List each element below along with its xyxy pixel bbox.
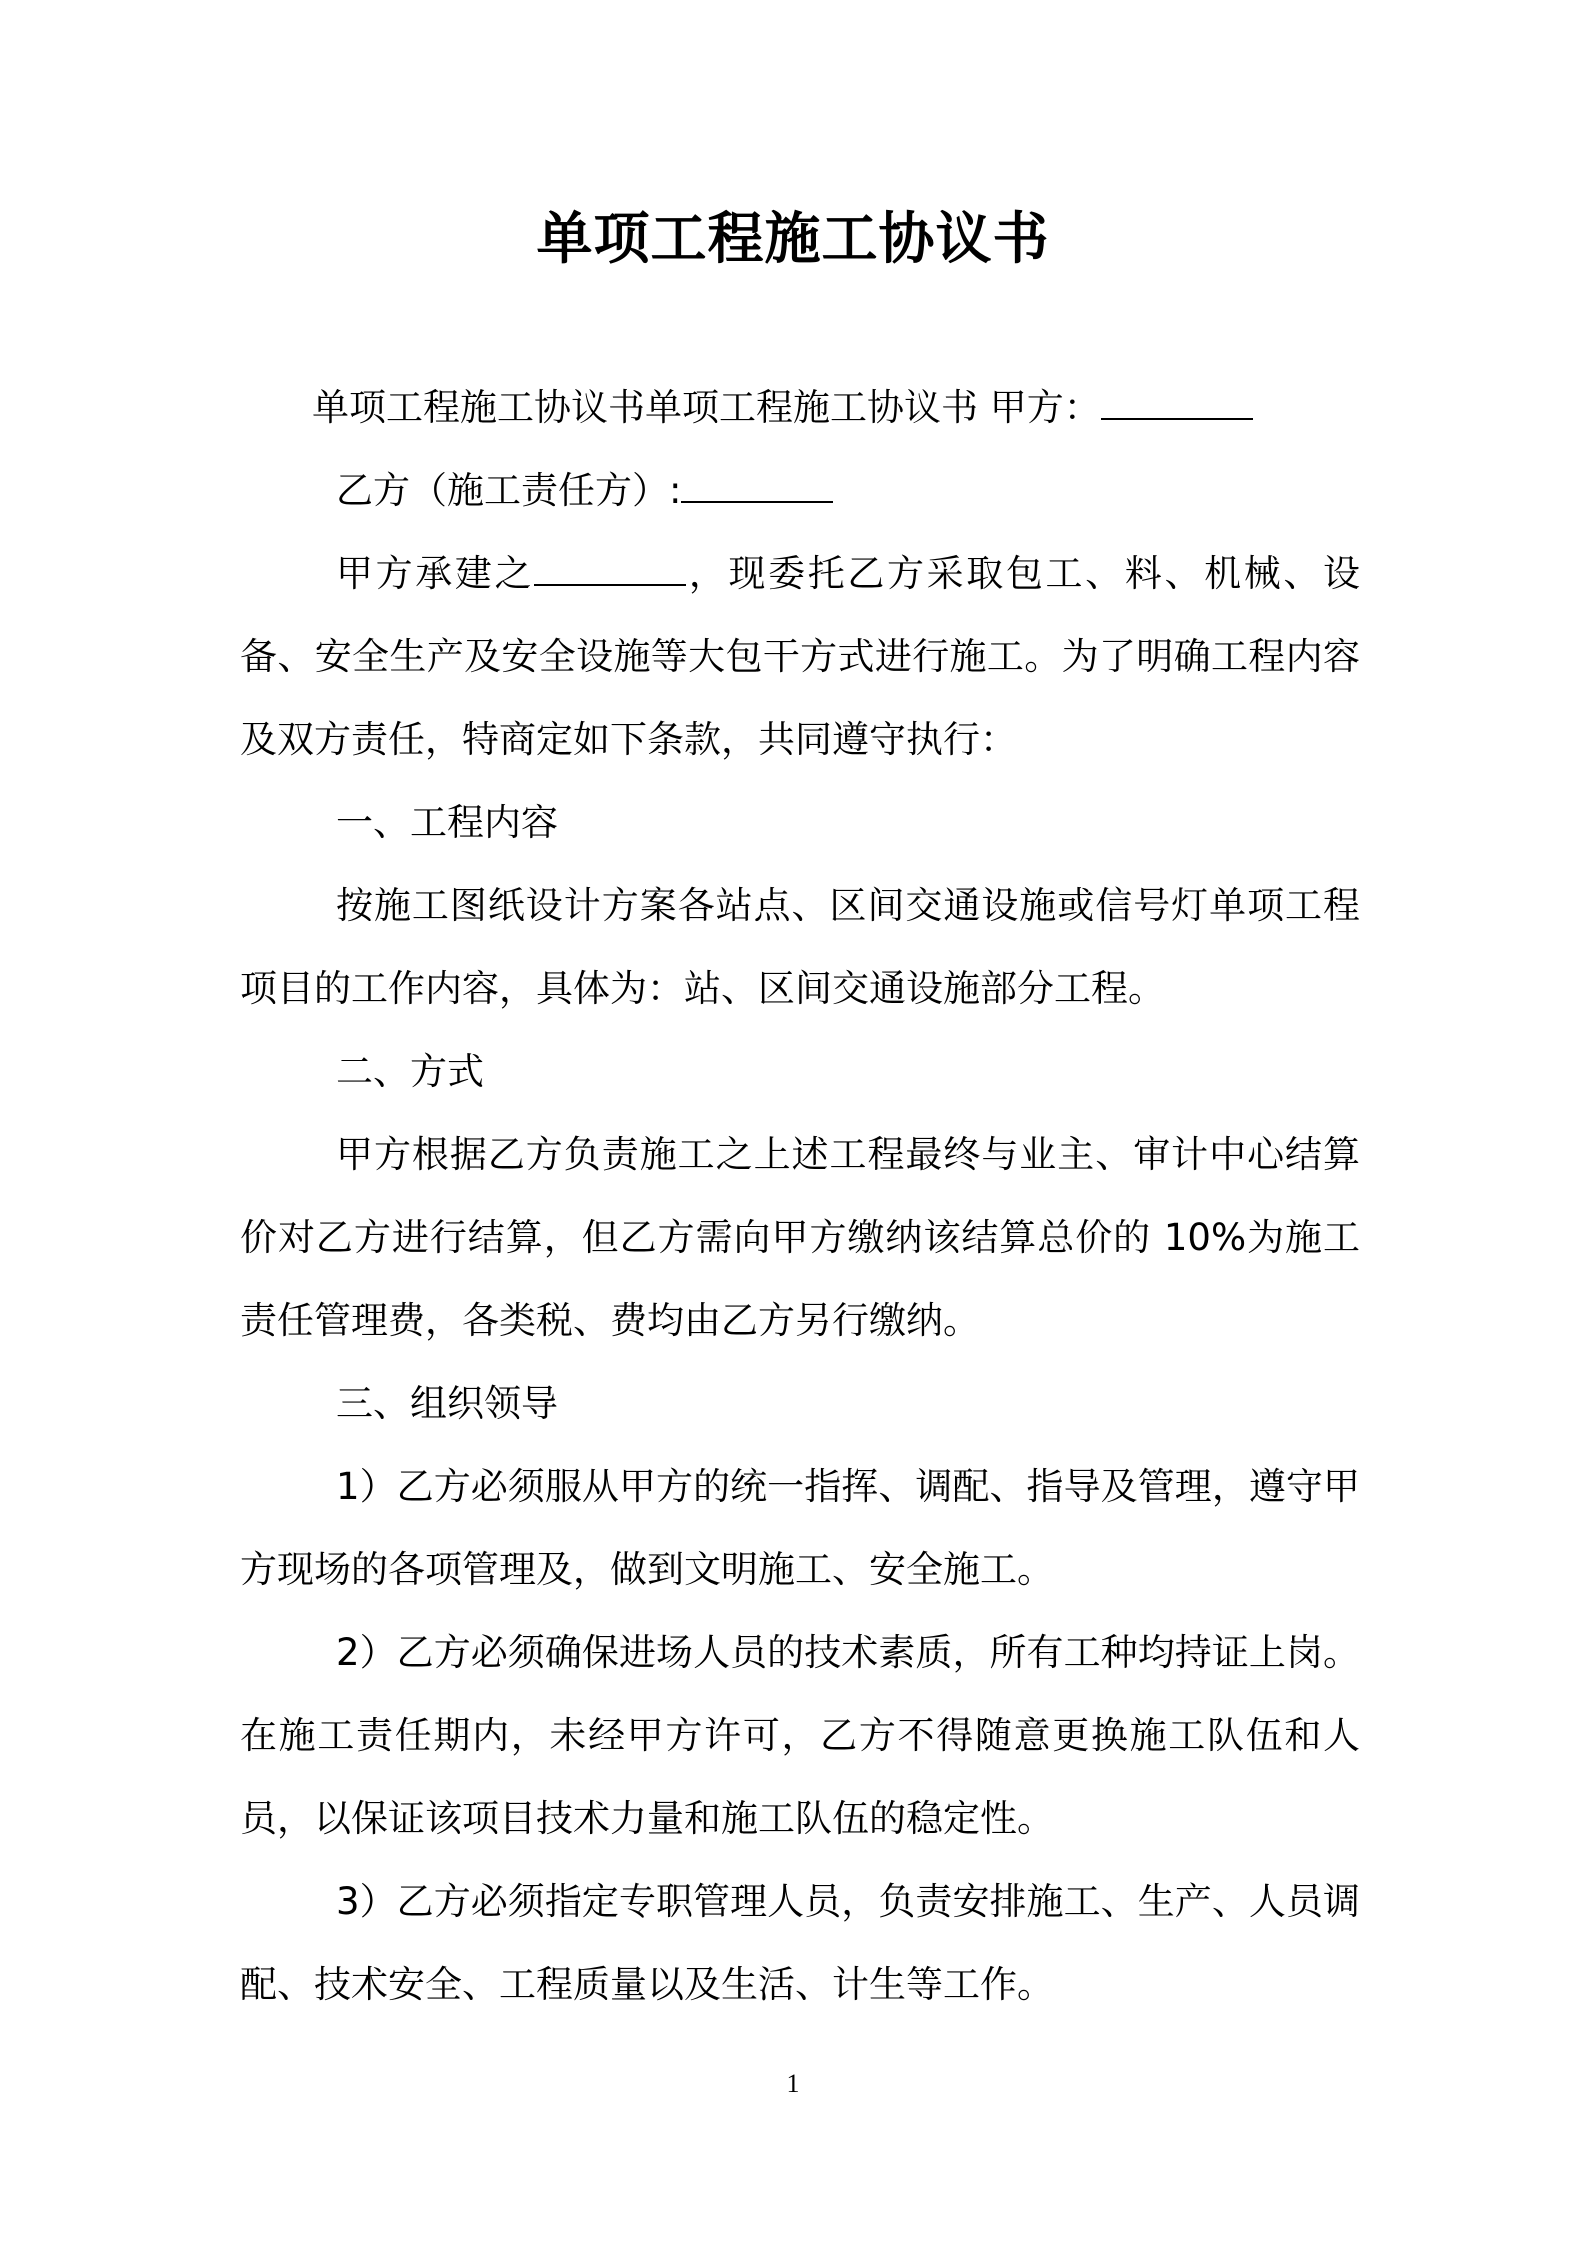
document-title: 单项工程施工协议书 xyxy=(536,207,1050,272)
party-a-line xyxy=(240,366,1360,449)
section-heading: 三、组织领导 xyxy=(336,1382,558,1425)
party-b-blank xyxy=(681,465,833,503)
section-paragraph: 2）乙方必须确保进场人员的技术素质，所有工种均持证上岗。在施工责任期内，未经甲方许可，乙方不得随意更换施工队伍和人员，以保证该项目技术力量和施工队伍的稳定性。 xyxy=(240,1631,1360,1840)
party-b-line xyxy=(240,449,1360,532)
page-number: 1 xyxy=(786,2069,800,2098)
section-paragraph: 甲方根据乙方负责施工之上述工程最终与业主、审计中心结算价对乙方进行结算，但乙方需向甲方缴纳该结算总价的 10%为施工责任管理费，各类税、费均由乙方另行缴纳。 xyxy=(240,1133,1360,1342)
section-paragraph: 1）乙方必须服从甲方的统一指挥、调配、指导及管理，遵守甲方现场的各项管理及，做到文明施工、安全施工。 xyxy=(240,1465,1360,1591)
section-paragraph: 3）乙方必须指定专职管理人员，负责安排施工、生产、人员调配、技术安全、工程质量以及生活、计生等工作。 xyxy=(240,1880,1360,2006)
intro-paragraph xyxy=(240,532,1360,781)
header-text: 单项工程施工协议书单项工程施工协议书 甲方： xyxy=(312,386,1101,429)
party-b-label: 乙方（施工责任方）: xyxy=(336,469,682,512)
party-a-blank xyxy=(1101,382,1253,420)
section-heading: 一、工程内容 xyxy=(336,801,558,844)
intro-suffix: ，现委托乙方采取包工、料、机械、设备、安全生产及安全设施等大包干方式进行施工。为了明确工程内容及双方责任，特商定如下条款，共同遵守执行： xyxy=(240,552,1361,761)
section-paragraph: 按施工图纸设计方案各站点、区间交通设施或信号灯单项工程项目的工作内容，具体为：站、区间交通设施部分工程。 xyxy=(240,884,1360,1010)
section-heading: 二、方式 xyxy=(336,1050,484,1093)
document-body xyxy=(240,366,1360,2026)
intro-prefix: 甲方承建之 xyxy=(336,552,535,595)
project-name-blank xyxy=(534,548,686,586)
